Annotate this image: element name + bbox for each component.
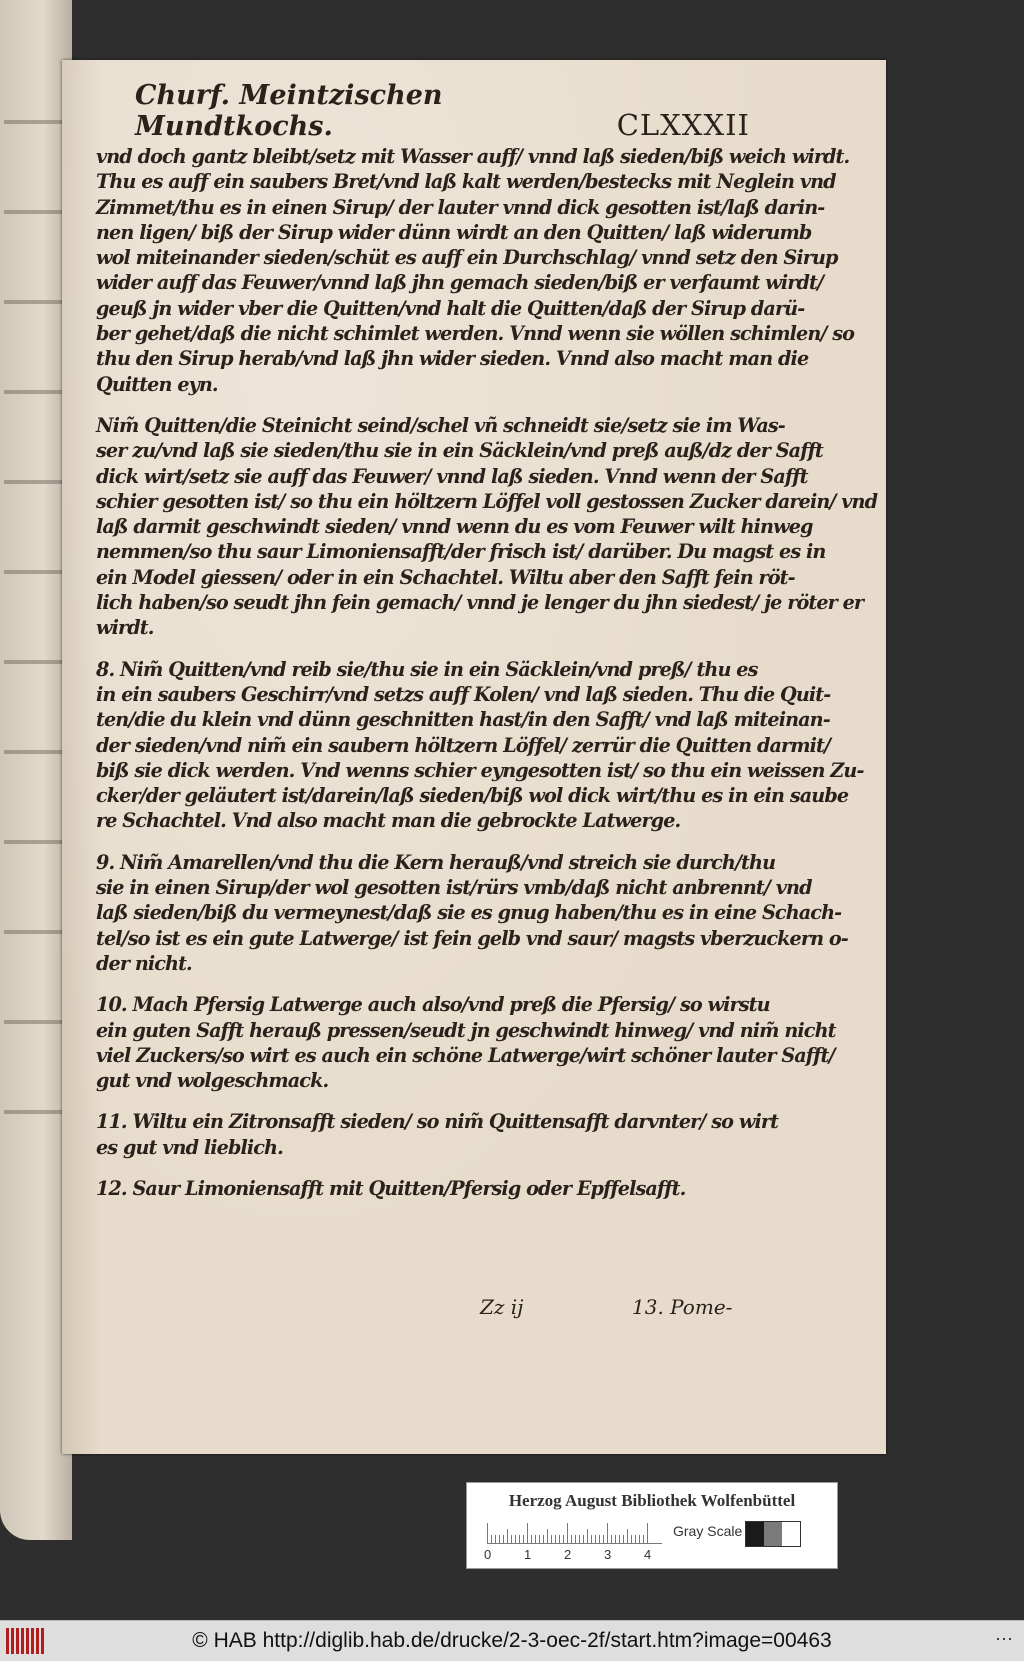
ruler-number: 1: [524, 1547, 532, 1562]
ruler-number: 2: [564, 1547, 572, 1562]
ruler-tick: [615, 1535, 616, 1543]
ruler-tick: [591, 1535, 592, 1543]
ruler-tick: [595, 1535, 596, 1543]
ruler-tick: [519, 1535, 520, 1543]
ruler-tick: [555, 1535, 556, 1543]
text-line: 12. Saur Limoniensafft mit Quitten/Pfersig oder Epffelsafft.: [96, 1176, 686, 1200]
ruler-number: 0: [484, 1547, 492, 1562]
ruler-tick: [579, 1535, 580, 1543]
ruler-tick: [627, 1529, 628, 1543]
ruler-tick: [559, 1535, 560, 1543]
text-line: re Schachtel. Vnd also macht man die gebrockte Latwerge.: [96, 809, 681, 833]
ruler-tick: [503, 1535, 504, 1543]
ruler-tick: [587, 1529, 588, 1543]
ruler-tick: [543, 1535, 544, 1543]
text-line: laß sieden/biß du vermeynest/daß sie es gnug haben/thu es in eine Schach-: [96, 901, 842, 925]
ruler: [487, 1521, 662, 1544]
text-line: in ein saubers Geschirr/vnd setzs auff Kolen/ vnd laß sieden. Thu die Quit-: [96, 682, 831, 706]
ruler-tick: [647, 1523, 648, 1543]
ruler-tick: [507, 1529, 508, 1543]
folio-number: CLXXXII: [616, 108, 750, 142]
ruler-tick: [643, 1535, 644, 1543]
text-line: gut vnd wolgeschmack.: [96, 1069, 329, 1093]
ruler-tick: [547, 1529, 548, 1543]
running-title: Churf. Meintzischen Mundtkochs.: [135, 80, 443, 142]
text-line: 8. Nim̃ Quitten/vnd reib sie/thu sie in ein Säcklein/vnd preß/ thu es: [96, 657, 758, 681]
text-line: 10. Mach Pfersig Latwerge auch also/vnd preß die Pfersig/ so wirstu: [96, 993, 770, 1017]
text-line: 9. Nim̃ Amarellen/vnd thu die Kern herauß/vnd streich sie durch/thu: [96, 850, 776, 874]
paragraph-gap: [96, 976, 746, 992]
text-line: geuß jn wider vber die Quitten/vnd halt die Quitten/daß der Sirup darü-: [96, 296, 805, 320]
ruler-tick: [575, 1535, 576, 1543]
text-line: ber gehet/daß die nicht schimlet werden. Vnnd wenn sie wöllen schimlen/ so: [96, 322, 855, 346]
ruler-tick: [539, 1535, 540, 1543]
text-line: ser zu/vnd laß sie sieden/thu sie in ein Säcklein/vnd preß auß/dz der Safft: [96, 439, 823, 463]
ruler-number: 4: [644, 1547, 652, 1562]
ruler-tick: [631, 1535, 632, 1543]
text-line: biß sie dick werden. Vnd wenns schier eyngesotten ist/ so thu ein weissen Zu-: [96, 758, 864, 782]
text-line: tel/so ist es ein gute Latwerge/ ist fein gelb vnd saur/ magsts vberzuckern o-: [96, 926, 848, 950]
library-name: Herzog August Bibliothek Wolfenbüttel: [508, 1491, 796, 1510]
text-line: schier gesotten ist/ so thu ein höltzern Löffel voll gestossen Zucker darein/ vnd: [96, 489, 878, 513]
ruler-tick: [551, 1535, 552, 1543]
running-head: [135, 80, 750, 142]
text-line: der sieden/vnd nim̃ ein saubern höltzern Löffel/ zerrür die Quitten darmit/: [96, 733, 831, 757]
more-options-icon[interactable]: ⋯: [995, 1629, 1014, 1649]
ruler-tick: [567, 1523, 568, 1543]
ruler-number: 3: [604, 1547, 612, 1562]
text-line: nemmen/so thu saur Limoniensafft/der frisch ist/ darüber. Du magst es in: [96, 540, 826, 564]
paragraph-gap: [96, 1093, 746, 1109]
text-line: wirdt.: [96, 616, 154, 640]
ruler-tick: [607, 1523, 608, 1543]
status-bar: [0, 1620, 1024, 1661]
text-line: thu den Sirup herab/vnd laß jhn wider sieden. Vnnd also macht man die: [96, 347, 809, 371]
text-line: dick wirt/setz sie auff das Feuwer/ vnnd laß sieden. Vnnd wenn der Safft: [96, 464, 808, 488]
ruler-tick: [487, 1523, 488, 1543]
ruler-tick: [639, 1535, 640, 1543]
ruler-tick: [563, 1535, 564, 1543]
gray-scale-swatches: [745, 1521, 801, 1547]
ruler-tick: [515, 1535, 516, 1543]
paragraph-gap: [96, 1160, 746, 1176]
text-line: viel Zuckers/so wirt es auch ein schöne Latwerge/wirt schöner lauter Safft/: [96, 1043, 835, 1067]
text-line: laß darmit geschwindt sieden/ vnnd wenn du es vom Feuwer wilt hinweg: [96, 515, 813, 539]
text-line: ein guten Safft herauß pressen/seudt jn geschwindt hinweg/ vnd nim̃ nicht: [96, 1018, 836, 1042]
ruler-tick: [583, 1535, 584, 1543]
paragraph-gap: [96, 641, 746, 657]
ruler-tick: [495, 1535, 496, 1543]
page-body-text: [96, 144, 878, 1201]
gray-scale-label: Gray Scale: [673, 1523, 743, 1539]
text-line: 11. Wiltu ein Zitronsafft sieden/ so nim̃ Quittensafft darvnter/ so wirt: [96, 1110, 779, 1134]
color-scale-card: [466, 1482, 838, 1569]
gray-swatch-mid: [764, 1522, 782, 1546]
ruler-tick: [535, 1535, 536, 1543]
text-line: lich haben/so seudt jhn fein gemach/ vnnd je lenger du jhn siedest/ je röter er: [96, 591, 864, 615]
text-line: ein Model giessen/ oder in ein Schachtel. Wiltu aber den Safft fein röt-: [96, 565, 795, 589]
text-line: nen ligen/ biß der Sirup wider dünn wirdt an den Quitten/ laß widerumb: [96, 220, 812, 244]
text-line: cker/der geläutert ist/darein/laß sieden/biß wol dick wirt/thu es in ein saube: [96, 784, 849, 808]
text-line: ten/die du klein vnd dünn geschnitten hast/in den Safft/ vnd laß miteinan-: [96, 708, 830, 732]
text-line: wider auff das Feuwer/vnnd laß jhn gemach sieden/biß er verfaumt wirdt/: [96, 271, 824, 295]
ruler-tick: [511, 1535, 512, 1543]
copyright-url-text[interactable]: © HAB http://diglib.hab.de/drucke/2-3-oec-2f/start.htm?image=00463: [192, 1629, 832, 1652]
paragraph-gap: [96, 397, 746, 413]
ruler-tick: [619, 1535, 620, 1543]
text-line: der nicht.: [96, 951, 192, 975]
text-line: vnd doch gantz bleibt/setz mit Wasser auff/ vnnd laß sieden/biß weich wirdt.: [96, 145, 850, 168]
catchword: 13. Pome-: [632, 1295, 733, 1319]
text-line: Thu es auff ein saubers Bret/vnd laß kalt werden/bestecks mit Neglein vnd: [96, 170, 836, 194]
ruler-tick: [599, 1535, 600, 1543]
text-line: wol miteinander sieden/schüt es auff ein Durchschlag/ vnnd setz den Sirup: [96, 246, 838, 270]
ruler-tick: [611, 1535, 612, 1543]
text-line: Quitten eyn.: [96, 372, 218, 396]
text-line: sie in einen Sirup/der wol gesotten ist/rürs vmb/daß nicht anbrennt/ vnd: [96, 876, 812, 900]
ruler-tick: [603, 1535, 604, 1543]
text-line: es gut vnd lieblich.: [96, 1135, 283, 1159]
ruler-tick: [499, 1535, 500, 1543]
ruler-tick: [491, 1535, 492, 1543]
ruler-tick: [571, 1535, 572, 1543]
ruler-tick: [527, 1523, 528, 1543]
gray-swatch-dark: [746, 1522, 764, 1546]
text-line: Nim̃ Quitten/die Steinicht seind/schel vñ schneidt sie/setz sie im Was-: [96, 413, 785, 437]
ruler-tick: [531, 1535, 532, 1543]
paragraph-gap: [96, 834, 746, 850]
ruler-tick: [635, 1535, 636, 1543]
ruler-tick: [623, 1535, 624, 1543]
ruler-tick: [523, 1535, 524, 1543]
signature-mark: Zz ij: [480, 1295, 524, 1319]
text-line: Zimmet/thu es in einen Sirup/ der lauter vnnd dick gesotten ist/laß darin-: [96, 195, 825, 219]
gray-swatch-light: [782, 1522, 800, 1546]
